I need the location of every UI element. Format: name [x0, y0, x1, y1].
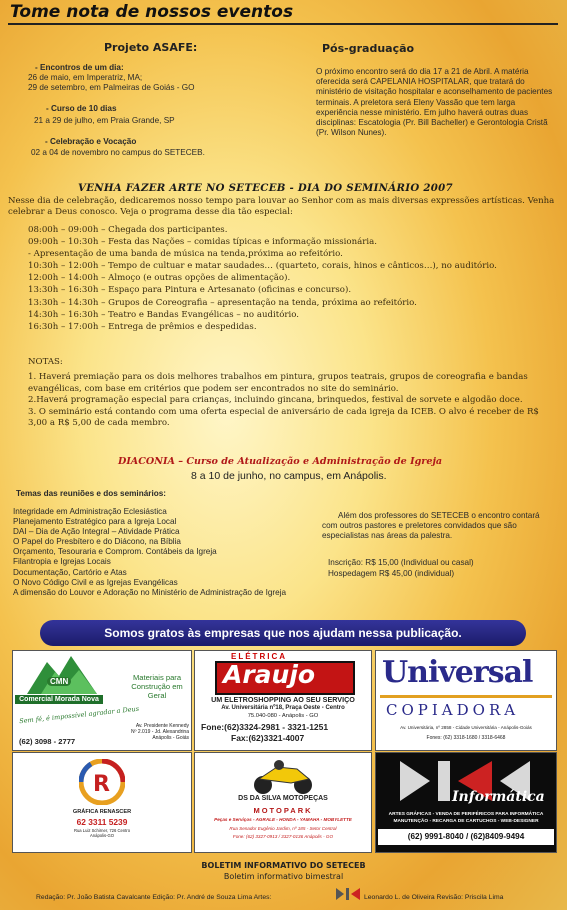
ad-eletrica-araujo[interactable]	[194, 650, 372, 751]
morada-motto: Sem fé, é impossível agradar a Deus	[18, 704, 140, 726]
araujo-address: Av. Universitária nº18, Praça Oeste - Centro	[221, 705, 345, 711]
ad-comercial-morada-nova[interactable]	[12, 650, 192, 751]
cmn-logo-text: CMN	[47, 677, 71, 686]
ad-motopecas[interactable]	[194, 752, 372, 853]
page-title: Tome nota de nossos eventos	[10, 2, 294, 22]
schedule-item: 13:30h – 14:30h – Grupos de Coreografia – apresentação na tenda, próxima ao refeitório.	[28, 297, 417, 308]
mountain-logo-icon	[27, 654, 97, 696]
schedule-item: 16:30h – 17:00h – Entrega de prêmios e despedidas.	[28, 321, 257, 332]
schedule-item: 14:30h – 16:30h – Teatro e Bandas Evangélicas – no auditório.	[28, 309, 299, 320]
moto-fone: Fone: (62) 3327-0913 / 3327-0136 Anápolis - GO	[232, 834, 334, 839]
informatica-services: ARTES GRÁFICAS - VENDA DE PERIFÉRICOS PARA INFORMÁTICA MANUTENÇÃO - RECARGA DE CARTUCHOS - WEB-DESIGNER	[388, 812, 544, 824]
sponsors-banner: Somos gratos às empresas que nos ajudam nessa publicação.	[40, 620, 526, 646]
notas-label: NOTAS:	[28, 357, 63, 367]
schedule-item: 09:00h – 10:30h – Festa das Nações – comidas típicas e informação missionária.	[28, 237, 377, 248]
diaconia-subtitle: 8 a 10 de junho, no campus, em Anápolis.	[191, 470, 387, 482]
temas-label: Temas das reuniões e dos seminários:	[16, 489, 167, 498]
araujo-logo: Araujo	[223, 660, 316, 689]
universal-divider	[380, 695, 552, 698]
asafe-heading: Projeto ASAFE:	[104, 41, 198, 54]
universal-phones: Fones: (62) 3318-1680 / 3318-6468	[426, 735, 506, 741]
araujo-slogan: UM ELETROSHOPPING AO SEU SERVIÇO	[211, 695, 355, 704]
moto-brand: MOTOPARK	[253, 806, 313, 815]
footer-title: BOLETIM INFORMATIVO DO SETECEB	[201, 861, 366, 870]
schedule-item: 10:30h – 12:00h – Tempo de cultuar e matar saudades… (quarteto, corais, hinos e cânticos…), no auditório.	[28, 261, 497, 272]
universal-logo: Universal	[382, 655, 533, 690]
temas-list: Integridade em Administração Eclesiástica Planejamento Estratégico para a Igreja Local DAI – Dia de Ação Integral – Atividade Prática O Papel do Presbítero e do Diácono, na Bíblia Orçamento, Tesouraria e Comprom. Contábeis da Igreja Filantropia e Igrejas Locais Documentação, Cartório e Atas O Novo Código Civil e as Igrejas Evangélicas A dimensão do Louvor e Adoração no Ministério de Administração de Igreja	[13, 507, 287, 597]
schedule-item: 13:30h – 16:30h – Espaço para Pintura e Artesanato (oficinas e concurso).	[28, 285, 352, 296]
araujo-fone: Fone:(62)3324-2981 - 3321-1251	[201, 722, 329, 732]
asafe-encontros-label: - Encontros de um dia:	[35, 63, 124, 72]
arte-notes: 1. Haverá premiação para os dois melhores trabalhos em pintura, grupos teatrais, grupos de coreografia e bandas evangélicas, com base em critérios que podem ser encontrados no site do seminário. 2.Haverá programação especial para crianças, incluindo gincana, brinquedos, festival de sorvete e algodão doce. 3. O seminário está contando com uma oferta especial de aniversário de cada igreja da ICEB. O alvo é receber de R$ 3,00 a R$ 5,00 de cada membro.	[28, 372, 539, 429]
morada-slogan: Materiais para Construção em Geral	[131, 673, 183, 700]
posgrad-heading: Pós-graduação	[322, 42, 415, 55]
asafe-curso-label: - Curso de 10 dias	[46, 104, 117, 113]
araujo-top-label: ELÉTRICA	[231, 652, 287, 661]
arte-schedule	[28, 224, 548, 333]
renascer-logo-icon	[79, 759, 125, 805]
renascer-name: GRÁFICA RENASCER	[72, 809, 132, 815]
diaconia-professores: Além dos professores do SETECEB o encontro contará com outros pastores e preletores convidados que são especialistas nas áreas da palestra.	[322, 511, 540, 541]
footer-credits-2: Leonardo L. de Oliveira Revisão: Priscila Lima	[364, 894, 504, 901]
ad-informatica[interactable]	[375, 752, 557, 853]
morada-address: Av. Presidente Kennedy Nº 2.019 - Jd. Alexandrina Anápolis - Goiás	[131, 723, 189, 741]
morada-name: Comercial Morada Nova	[15, 695, 103, 704]
asafe-encontros-text: 26 de maio, em Imperatriz, MA; 29 de setembro, em Palmeiras de Goiás - GO	[28, 73, 195, 92]
footer-credits-1: Redação: Pr. João Batista Cavalcante Edição: Pr. André de Souza Lima Artes:	[36, 894, 272, 901]
diaconia-heading: DIACONIA – Curso de Atualização e Administração de Igreja	[118, 456, 443, 467]
posgrad-text: O próximo encontro será do dia 17 a 21 de Abril. A matéria oferecida será CAPELANIA HOSPITALAR, que tratará do ministério de visitação hospitalar e aconselhamento de pacientes terminais. A preletora será Eleny Vassão que tem larga experiência nesse ministério. Em julho haverá outras duas disciplinas: Escatologia (Pr. Bill Bacheller) e Gerontologia Cristã (Pr. Wilson Nunes).	[316, 67, 553, 138]
asafe-curso-text: 21 a 29 de julho, em Praia Grande, SP	[34, 116, 175, 125]
moto-address: Rua Senador Eugênio Jardim, nº 185 - Setor Central	[229, 826, 337, 831]
footer-subtitle: Boletim informativo bimestral	[223, 872, 344, 881]
renascer-phone: 62 3311 5239	[76, 817, 128, 827]
motorcycle-icon	[251, 757, 315, 795]
arte-heading: VENHA FAZER ARTE NO SETECEB - DIA DO SEMINÁRIO 2007	[78, 182, 453, 194]
asafe-celebracao-text: 02 a 04 de novembro no campus do SETECEB.	[31, 148, 205, 157]
araujo-fax: Fax:(62)3321-4007	[231, 733, 305, 743]
arte-intro: Nesse dia de celebração, dedicaremos nosso tempo para louvar ao Senhor com as mais diversas expressões artísticas. Venha celebrar a Deus conosco. Veja o programa desse dia tão especial:	[8, 196, 555, 218]
informatica-phones: (62) 9991-8040 / (62)8409-9494	[407, 832, 525, 841]
svg-text:R: R	[93, 772, 110, 797]
asafe-celebracao-label: - Celebração e Vocação	[45, 137, 137, 146]
universal-address: Av. Universitária, nº 2858 - Cidade Universitária - Anápolis-Goiás	[400, 725, 532, 730]
moto-name: DS DA SILVA MOTOPEÇAS	[238, 795, 328, 802]
schedule-item: 08:00h – 09:00h – Chegada dos participantes.	[28, 225, 228, 235]
informatica-title: Informática	[452, 789, 545, 805]
morada-phone: (62) 3098 - 2777	[19, 737, 76, 746]
artist-logo-icon	[334, 887, 362, 901]
araujo-cep: 75.040-080 - Anápolis - GO	[247, 713, 319, 719]
title-rule	[8, 23, 558, 25]
moto-services: Peças e Serviços - AGRALE - HONDA - YAMAHA - MOBYLETTE	[214, 817, 352, 822]
ad-universal-copiadora[interactable]	[375, 650, 557, 751]
renascer-address: Rua Luiz Schirner, 726 Centro Anápolis-GO	[73, 828, 131, 838]
schedule-item: - Apresentação de uma banda de música na tenda,próxima ao refeitório.	[28, 249, 343, 260]
ad-grafica-renascer[interactable]	[12, 752, 192, 853]
diaconia-inscricao: Inscrição: R$ 15,00 (Individual ou casal) Hospedagem R$ 45,00 (individual)	[328, 558, 474, 578]
universal-subtitle: COPIADORA	[386, 701, 520, 719]
schedule-item: 12:00h – 14:00h – Almoço (e outras opções de alimentação).	[28, 273, 291, 284]
